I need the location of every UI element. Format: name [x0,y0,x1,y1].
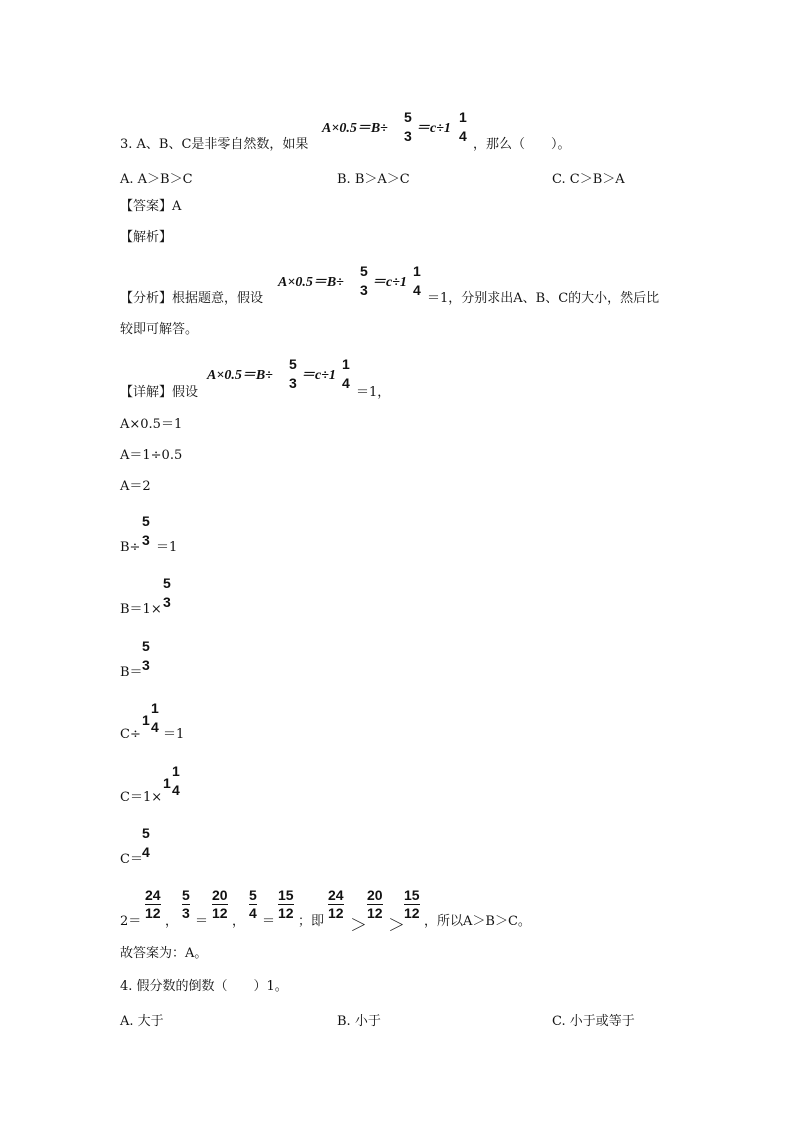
denominator: 3 [289,375,297,391]
q3-compare-gt1: ＞ [350,916,367,936]
denominator: 4 [151,719,159,735]
denominator: 3 [142,657,150,673]
q3-xiangjie-eq-part1: A×0.5＝B÷ [207,368,273,383]
numerator: 5 [289,356,297,372]
numerator: 5 [163,575,171,591]
q3-stem-eq-part1: A×0.5＝B÷ [322,121,388,136]
q3-xiangjie-suffix: ＝1， [356,385,391,400]
q3-c3-frac [142,826,150,860]
q3-b1-suffix: ＝1 [156,540,178,555]
q4-stem: 4. 假分数的倒数（ ）1。 [120,979,288,994]
q3-compare-gt2: ＞ [388,916,405,936]
denominator: 3 [360,282,368,298]
numerator: 5 [182,887,190,903]
q3-c1-prefix: C÷ [120,727,141,742]
q3-step-3: A＝2 [120,479,151,494]
q3-compare-sep3: ；即 [298,914,325,929]
denominator: 12 [212,905,228,921]
numerator: 1 [459,109,467,125]
q3-answer: 【答案】A [120,199,182,214]
q3-b3-prefix: B＝ [120,665,143,680]
q3-conclusion: 故答案为：A。 [120,946,208,961]
q3-option-b: B. B＞A＞C [337,172,410,187]
q3-c1-frac [151,701,159,735]
numerator: 20 [212,887,228,903]
denominator: 12 [145,905,161,921]
q3-c1-whole: 1 [142,712,150,728]
q3-xiangjie-eq-part2: ＝c÷1 [301,368,336,383]
numerator: 1 [413,263,421,279]
q3-stem-frac-1-4 [459,110,467,144]
numerator: 15 [278,887,294,903]
denominator: 4 [342,375,350,391]
q3-xiangjie-frac-1-4 [342,357,350,391]
q3-compare-sep1: ， [165,914,179,929]
denominator: 12 [278,905,294,921]
q3-compare-frac-15-12-b [404,888,420,921]
q3-b2-frac [163,576,171,610]
q3-compare-eq1: ＝ [195,914,209,929]
q3-b3-frac [142,639,150,673]
denominator: 3 [142,532,150,548]
q3-step-1: A×0.5＝1 [120,417,183,432]
q3-compare-frac-5-4 [249,888,257,921]
numerator: 5 [142,825,150,841]
denominator: 4 [142,844,150,860]
q3-fenxi-continuation: 较即可解答。 [120,322,199,337]
denominator: 12 [328,905,344,921]
q3-stem-prefix: 3. A、B、C是非零自然数，如果 [120,137,309,152]
q3-compare-frac-24-12-b [328,888,344,921]
q3-b1-prefix: B÷ [120,540,141,555]
numerator: 5 [142,638,150,654]
q3-fenxi-eq-part1: A×0.5＝B÷ [278,275,344,290]
q3-xiangjie-prefix: 【详解】假设 [120,385,199,400]
q3-fenxi-frac-1-4 [413,264,421,298]
numerator: 1 [342,356,350,372]
q4-option-a: A. 大于 [120,1014,164,1029]
denominator: 4 [459,128,467,144]
q3-compare-frac-20-12 [212,888,228,921]
q3-c1-suffix: ＝1 [163,727,185,742]
q3-stem-suffix: ，那么（ ）。 [473,137,571,152]
q3-fenxi-suffix: ＝1，分别求出A、B、C的大小，然后比 [427,291,660,306]
q3-c2-prefix: C＝1× [120,790,163,805]
q3-fenxi-frac-5-3 [360,264,368,298]
q3-compare-prefix: 2＝ [120,914,142,929]
q3-compare-frac-15-12 [278,888,294,921]
denominator: 12 [404,905,420,921]
q3-fenxi-prefix: 【分析】根据题意，假设 [120,291,264,306]
q3-analysis-heading: 【解析】 [120,230,173,245]
q3-compare-frac-5-3 [182,888,190,921]
q4-option-b: B. 小于 [337,1014,381,1029]
q3-b1-frac [142,514,150,548]
numerator: 15 [404,887,420,903]
q3-fenxi-eq-part2: ＝c÷1 [372,275,407,290]
denominator: 4 [249,905,257,921]
q3-option-c: C. C＞B＞A [552,172,625,187]
q3-stem-eq-part2: ＝c÷1 [416,121,451,136]
numerator: 20 [367,887,383,903]
q4-option-c: C. 小于或等于 [552,1014,635,1029]
q3-compare-eq2: ＝ [262,914,276,929]
q3-option-a: A. A＞B＞C [120,172,193,187]
numerator: 5 [249,887,257,903]
denominator: 4 [413,282,421,298]
q3-c3-prefix: C＝ [120,852,143,867]
q3-c2-frac [172,764,180,798]
numerator: 1 [172,763,180,779]
denominator: 3 [182,905,190,921]
denominator: 3 [163,594,171,610]
denominator: 4 [172,782,180,798]
q3-step-2: A＝1÷0.5 [120,448,183,463]
denominator: 12 [367,905,383,921]
numerator: 5 [404,109,412,125]
numerator: 5 [360,263,368,279]
q3-compare-frac-20-12-b [367,888,383,921]
q3-c2-whole: 1 [163,775,171,791]
q3-b2-prefix: B＝1× [120,602,162,617]
numerator: 24 [145,887,161,903]
q3-compare-suffix: ，所以A＞B＞C。 [424,914,531,929]
numerator: 24 [328,887,344,903]
q3-stem-frac-5-3 [404,110,412,144]
q3-xiangjie-frac-5-3 [289,357,297,391]
numerator: 1 [151,700,159,716]
denominator: 3 [404,128,412,144]
q3-compare-sep2: ， [232,914,246,929]
q3-compare-frac-24-12 [145,888,161,921]
numerator: 5 [142,513,150,529]
